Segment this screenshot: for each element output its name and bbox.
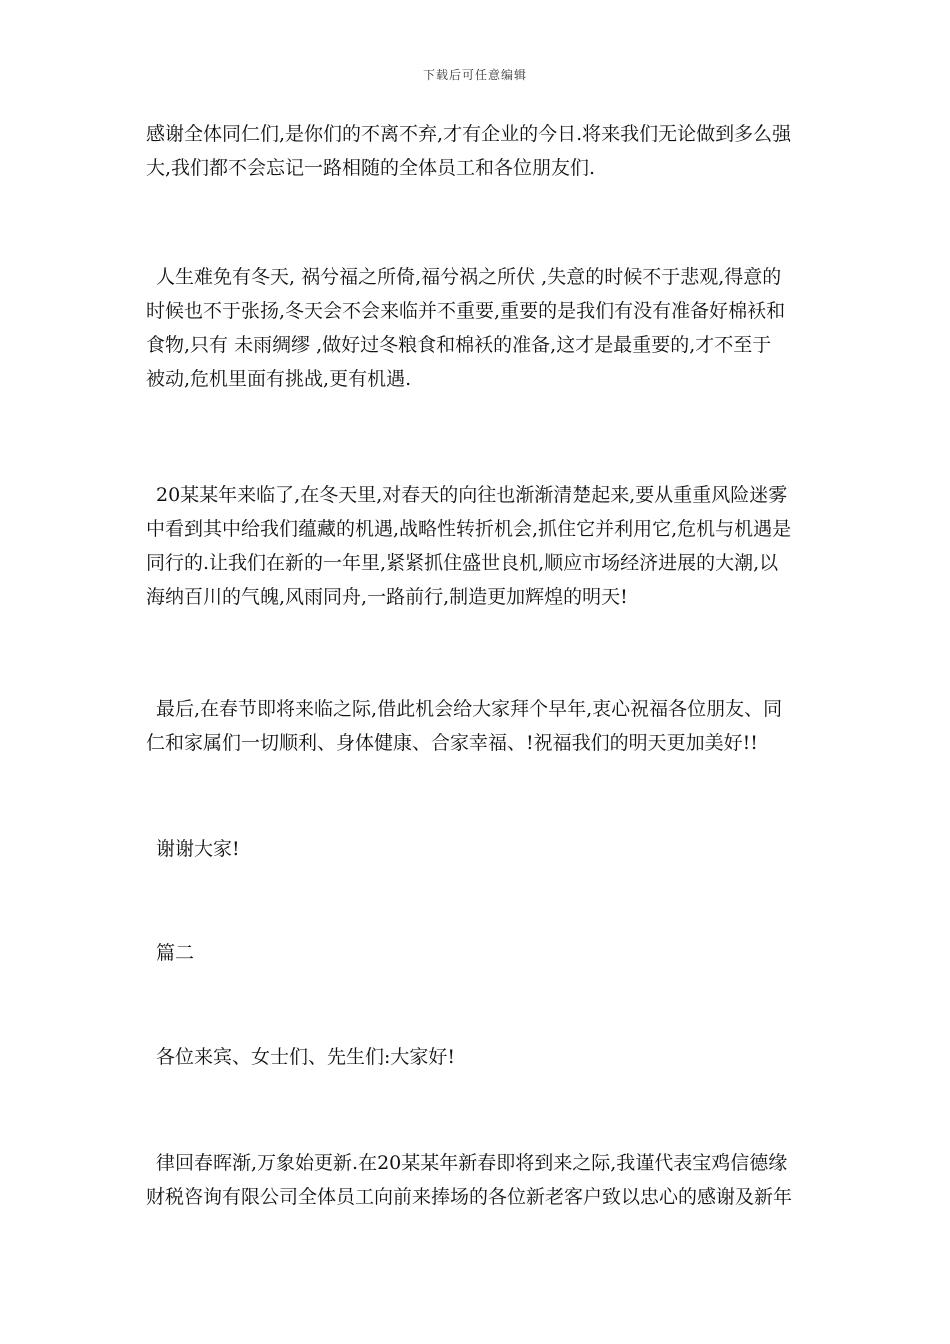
text-line: 最后,在春节即将来临之际,借此机会给大家拜个早年,衷心祝福各位朋友、同: [156, 698, 783, 720]
paragraph-thanks-colleagues: [146, 117, 818, 185]
paragraph-greeting: [146, 1040, 818, 1074]
text-line: 篇二: [156, 942, 195, 964]
text-line: 人生难免有冬天, 祸兮福之所倚,福兮祸之所伏 ,失意的时候不于悲观,得意的: [156, 266, 782, 288]
paragraph-spring-opening: [146, 1146, 818, 1214]
text-line: 同行的.让我们在新的一年里,紧紧抓住盛世良机,顺应市场经济进展的大潮,以: [146, 552, 779, 574]
section-heading-part-two: [146, 936, 818, 970]
text-line: 中看到其中给我们蕴藏的机遇,战略性转折机会,抓住它并利用它,危机与机遇是: [146, 518, 792, 540]
paragraph-winter: [146, 260, 818, 396]
text-line: 大,我们都不会忘记一路相随的全体员工和各位朋友们.: [146, 157, 596, 179]
paragraph-new-year: [146, 478, 818, 614]
text-line: 食物,只有 未雨绸缪 ,做好过冬粮食和棉袄的准备,这才是最重要的,才不至于: [146, 334, 772, 356]
paragraph-thanks-all: [146, 832, 818, 866]
text-line: 律回春晖渐,万象始更新.在20某某年新春即将到来之际,我谨代表宝鸡信德缘: [156, 1152, 788, 1174]
text-line: 各位来宾、女士们、先生们:大家好!: [156, 1046, 456, 1068]
text-line: 海纳百川的气魄,风雨同舟,一路前行,制造更加辉煌的明天!: [146, 586, 628, 608]
text-line: 谢谢大家!: [156, 838, 240, 860]
text-line: 时候也不于张扬,冬天会不会来临并不重要,重要的是我们有没有准备好棉袄和: [146, 300, 786, 322]
text-line: 20某某年来临了,在冬天里,对春天的向往也渐渐清楚起来,要从重重风险迷雾: [156, 484, 788, 506]
text-line: 财税咨询有限公司全体员工向前来捧场的各位新老客户致以忠心的感谢及新年: [146, 1186, 793, 1208]
text-line: 感谢全体同仁们,是你们的不离不弃,才有企业的今日.将来我们无论做到多么强: [146, 123, 792, 145]
paragraph-closing-wishes: [146, 692, 818, 760]
text-line: 仁和家属们一切顺利、身体健康、合家幸福、!祝福我们的明天更加美好!!: [146, 732, 758, 754]
text-line: 被动,危机里面有挑战,更有机遇.: [146, 368, 412, 390]
page-header: 下载后可任意编辑: [422, 68, 527, 82]
